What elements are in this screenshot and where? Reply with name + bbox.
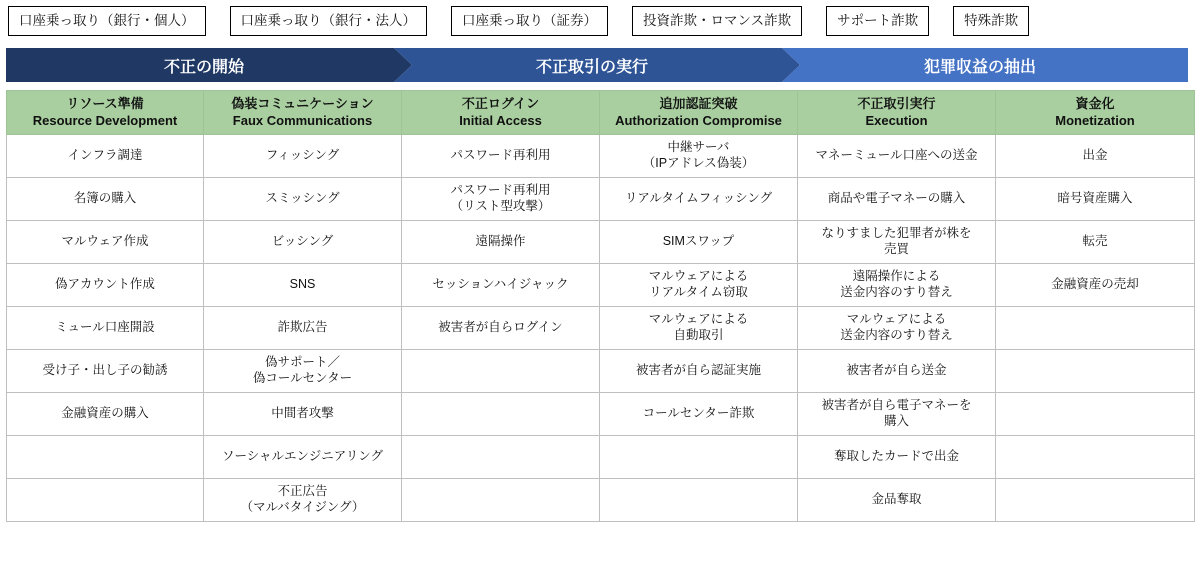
matrix-header-row	[7, 91, 1195, 135]
empty-cell	[600, 436, 798, 479]
technique-cell[interactable]: 偽アカウント作成	[7, 264, 204, 307]
tactics-techniques-matrix	[6, 90, 1195, 522]
tab-bank-individual[interactable]: 口座乗っ取り（銀行・個人）	[8, 6, 206, 36]
tab-special-fraud[interactable]: 特殊詐欺	[953, 6, 1029, 36]
technique-cell[interactable]: マルウェアによる リアルタイム窃取	[600, 264, 798, 307]
technique-cell[interactable]: コールセンター詐欺	[600, 393, 798, 436]
table-row	[7, 221, 1195, 264]
column-header-en-5: Monetization	[1055, 112, 1135, 128]
technique-cell[interactable]: マルウェアによる 自動取引	[600, 307, 798, 350]
technique-cell[interactable]: 被害者が自らログイン	[402, 307, 600, 350]
scenario-tab-bar	[0, 0, 1200, 36]
table-row	[7, 135, 1195, 178]
phase-label-3: 犯罪収益の抽出	[923, 58, 1036, 76]
technique-cell[interactable]: リアルタイムフィッシング	[600, 178, 798, 221]
technique-cell[interactable]: マルウェアによる 送金内容のすり替え	[798, 307, 996, 350]
technique-cell[interactable]: 転売	[996, 221, 1195, 264]
technique-cell[interactable]: なりすました犯罪者が株を 売買	[798, 221, 996, 264]
empty-cell	[996, 307, 1195, 350]
empty-cell	[600, 479, 798, 522]
phase-execution-of-fraudulent-transaction	[394, 48, 800, 82]
technique-cell[interactable]: SIMスワップ	[600, 221, 798, 264]
technique-cell[interactable]: 金品奪取	[798, 479, 996, 522]
technique-cell[interactable]: 出金	[996, 135, 1195, 178]
column-header-en-3: Authorization Compromise	[615, 112, 782, 128]
technique-cell[interactable]: 中継サーバ （IPアドレス偽装）	[600, 135, 798, 178]
empty-cell	[996, 393, 1195, 436]
table-row	[7, 436, 1195, 479]
technique-cell[interactable]: 中間者攻撃	[204, 393, 402, 436]
tab-support-fraud[interactable]: サポート詐欺	[826, 6, 929, 36]
column-header-en-0: Resource Development	[32, 112, 178, 128]
table-row	[7, 178, 1195, 221]
technique-cell[interactable]: フィッシング	[204, 135, 402, 178]
technique-cell[interactable]: 名簿の購入	[7, 178, 204, 221]
column-header-faux-communications	[204, 91, 402, 135]
column-header-en-4: Execution	[865, 112, 928, 128]
empty-cell	[996, 350, 1195, 393]
empty-cell	[402, 436, 600, 479]
empty-cell	[402, 393, 600, 436]
technique-cell[interactable]: マルウェア作成	[7, 221, 204, 264]
empty-cell	[402, 479, 600, 522]
empty-cell	[996, 436, 1195, 479]
table-row	[7, 393, 1195, 436]
column-header-ja-5: 資金化	[1075, 96, 1115, 112]
empty-cell	[402, 350, 600, 393]
technique-cell[interactable]: 被害者が自ら送金	[798, 350, 996, 393]
column-header-en-2: Initial Access	[459, 112, 542, 128]
technique-cell[interactable]: 詐欺広告	[204, 307, 402, 350]
table-row	[7, 264, 1195, 307]
technique-cell[interactable]: ソーシャルエンジニアリング	[204, 436, 402, 479]
column-header-authorization-compromise	[600, 91, 798, 135]
empty-cell	[996, 479, 1195, 522]
table-row	[7, 479, 1195, 522]
technique-cell[interactable]: 不正広告 （マルバタイジング）	[204, 479, 402, 522]
technique-cell[interactable]: パスワード再利用	[402, 135, 600, 178]
matrix-body	[7, 135, 1195, 522]
phase-label-2: 不正取引の実行	[535, 58, 648, 76]
column-header-resource-development	[7, 91, 204, 135]
technique-cell[interactable]: スミッシング	[204, 178, 402, 221]
column-header-ja-3: 追加認証突破	[659, 96, 738, 112]
technique-cell[interactable]: 金融資産の購入	[7, 393, 204, 436]
technique-cell[interactable]: SNS	[204, 264, 402, 307]
tab-securities[interactable]: 口座乗っ取り（証券）	[451, 6, 608, 36]
technique-cell[interactable]: セッションハイジャック	[402, 264, 600, 307]
column-header-execution	[798, 91, 996, 135]
technique-cell[interactable]: 奪取したカードで出金	[798, 436, 996, 479]
technique-cell[interactable]: 被害者が自ら電子マネーを 購入	[798, 393, 996, 436]
phase-start-of-fraud	[6, 48, 412, 82]
column-header-en-1: Faux Communications	[232, 112, 373, 128]
phase-label-1: 不正の開始	[163, 58, 244, 76]
technique-cell[interactable]: 被害者が自ら認証実施	[600, 350, 798, 393]
technique-cell[interactable]: ミュール口座開設	[7, 307, 204, 350]
tab-bank-corporate[interactable]: 口座乗っ取り（銀行・法人）	[230, 6, 428, 36]
phase-banner	[6, 48, 1194, 82]
table-row	[7, 307, 1195, 350]
technique-cell[interactable]: 金融資産の売却	[996, 264, 1195, 307]
column-header-ja-0: リソース準備	[66, 96, 144, 112]
technique-cell[interactable]: 遠隔操作	[402, 221, 600, 264]
empty-cell	[7, 436, 204, 479]
column-header-monetization	[996, 91, 1195, 135]
empty-cell	[7, 479, 204, 522]
column-header-ja-1: 偽装コミュニケーション	[231, 96, 374, 112]
technique-cell[interactable]: インフラ調達	[7, 135, 204, 178]
table-row	[7, 350, 1195, 393]
technique-cell[interactable]: 偽サポート／ 偽コールセンター	[204, 350, 402, 393]
column-header-ja-4: 不正取引実行	[857, 96, 936, 112]
phase-extraction-of-proceeds	[782, 48, 1188, 82]
technique-cell[interactable]: 暗号資産購入	[996, 178, 1195, 221]
technique-cell[interactable]: 商品や電子マネーの購入	[798, 178, 996, 221]
technique-cell[interactable]: パスワード再利用 （リスト型攻撃）	[402, 178, 600, 221]
tab-investment-romance-fraud[interactable]: 投資詐欺・ロマンス詐欺	[632, 6, 802, 36]
technique-cell[interactable]: 受け子・出し子の勧誘	[7, 350, 204, 393]
technique-cell[interactable]: ビッシング	[204, 221, 402, 264]
technique-cell[interactable]: 遠隔操作による 送金内容のすり替え	[798, 264, 996, 307]
technique-cell[interactable]: マネーミュール口座への送金	[798, 135, 996, 178]
column-header-initial-access	[402, 91, 600, 135]
column-header-ja-2: 不正ログイン	[461, 96, 540, 112]
